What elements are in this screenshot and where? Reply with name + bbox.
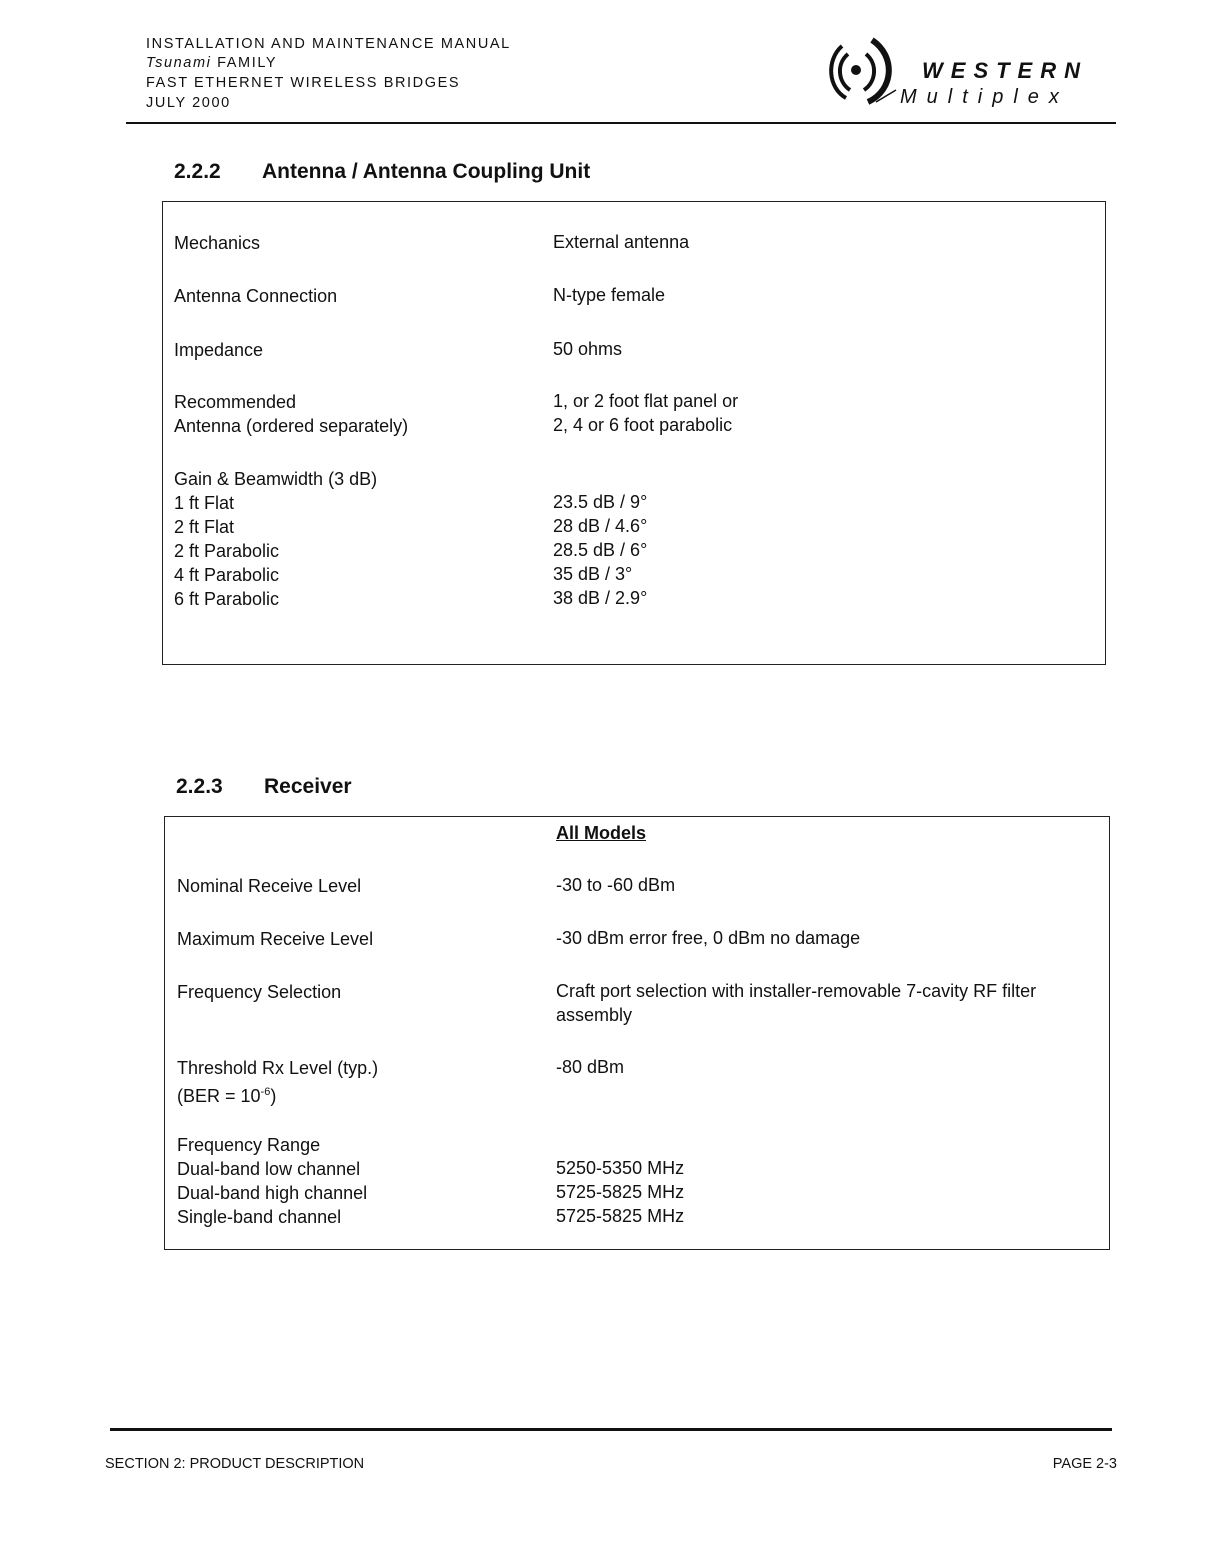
spec-value: -80 dBm <box>556 1057 625 1077</box>
spec-label: Single-band channel <box>177 1207 342 1227</box>
spec-label: Impedance <box>174 340 264 360</box>
spec-value: 28.5 dB / 6° <box>553 540 648 560</box>
spec-label: Mechanics <box>174 233 261 253</box>
ber-exponent: -6 <box>260 1086 271 1098</box>
footer-section: SECTION 2: PRODUCT DESCRIPTION <box>105 1456 365 1472</box>
spec-label: Frequency Selection <box>177 982 342 1002</box>
spec-label: 2 ft Flat <box>174 517 235 537</box>
spec-value: 38 dB / 2.9° <box>553 588 648 608</box>
spec-label: Gain & Beamwidth (3 dB) <box>174 469 378 489</box>
spec-value: N-type female <box>553 285 666 305</box>
spec-label-ber <box>177 1080 276 1108</box>
ber-close: ) <box>270 1086 277 1106</box>
spec-value: 50 ohms <box>553 339 623 359</box>
manual-title: INSTALLATION AND MAINTENANCE MANUAL <box>146 36 511 52</box>
product-family-name: Tsunami <box>146 55 212 71</box>
section-title: Receiver <box>264 775 352 798</box>
spec-value: 1, or 2 foot flat panel or <box>553 391 739 411</box>
section-title: Antenna / Antenna Coupling Unit <box>262 160 591 183</box>
spec-label: Frequency Range <box>177 1135 321 1155</box>
spec-label: Dual-band low channel <box>177 1159 361 1179</box>
spec-label: Recommended <box>174 392 297 412</box>
spec-label: 4 ft Parabolic <box>174 565 280 585</box>
product-line: FAST ETHERNET WIRELESS BRIDGES <box>146 75 461 91</box>
spec-value: 5250-5350 MHz <box>556 1158 685 1178</box>
spec-label: Nominal Receive Level <box>177 876 362 896</box>
publication-date: JULY 2000 <box>146 95 231 111</box>
logo-text-multiplex: Multiplex <box>900 86 1069 108</box>
spec-label: 1 ft Flat <box>174 493 235 513</box>
spec-label: Antenna (ordered separately) <box>174 416 409 436</box>
section-number: 2.2.2 <box>174 160 221 183</box>
section-number: 2.2.3 <box>176 775 223 798</box>
footer-divider <box>110 1428 1112 1431</box>
spec-value: External antenna <box>553 232 690 252</box>
spec-value: -30 dBm error free, 0 dBm no damage <box>556 928 861 948</box>
spec-label: 6 ft Parabolic <box>174 589 280 609</box>
spec-label: Antenna Connection <box>174 286 338 306</box>
spec-value: 28 dB / 4.6° <box>553 516 648 536</box>
spec-label: Dual-band high channel <box>177 1183 368 1203</box>
page-number: PAGE 2-3 <box>1052 1456 1117 1472</box>
header-divider <box>126 122 1116 124</box>
spec-value: Craft port selection with installer-removable 7-cavity RF filter assembly <box>556 981 1037 1025</box>
column-header: All Models <box>556 823 647 843</box>
product-family <box>146 53 277 73</box>
spec-label: Maximum Receive Level <box>177 929 374 949</box>
spec-value: 35 dB / 3° <box>553 564 633 584</box>
logo-text-western: WESTERN <box>922 58 1088 83</box>
spec-value: 23.5 dB / 9° <box>553 492 648 512</box>
product-family-suffix: FAMILY <box>211 55 278 71</box>
western-multiplex-logo-icon <box>826 32 906 106</box>
spec-value: 2, 4 or 6 foot parabolic <box>553 415 733 435</box>
spec-label: Threshold Rx Level (typ.) <box>177 1058 379 1078</box>
spec-value: -30 to -60 dBm <box>556 875 676 895</box>
spec-value: 5725-5825 MHz <box>556 1206 685 1226</box>
ber-text: (BER = 10 <box>177 1086 261 1106</box>
spec-value: 5725-5825 MHz <box>556 1182 685 1202</box>
spec-label: 2 ft Parabolic <box>174 541 280 561</box>
